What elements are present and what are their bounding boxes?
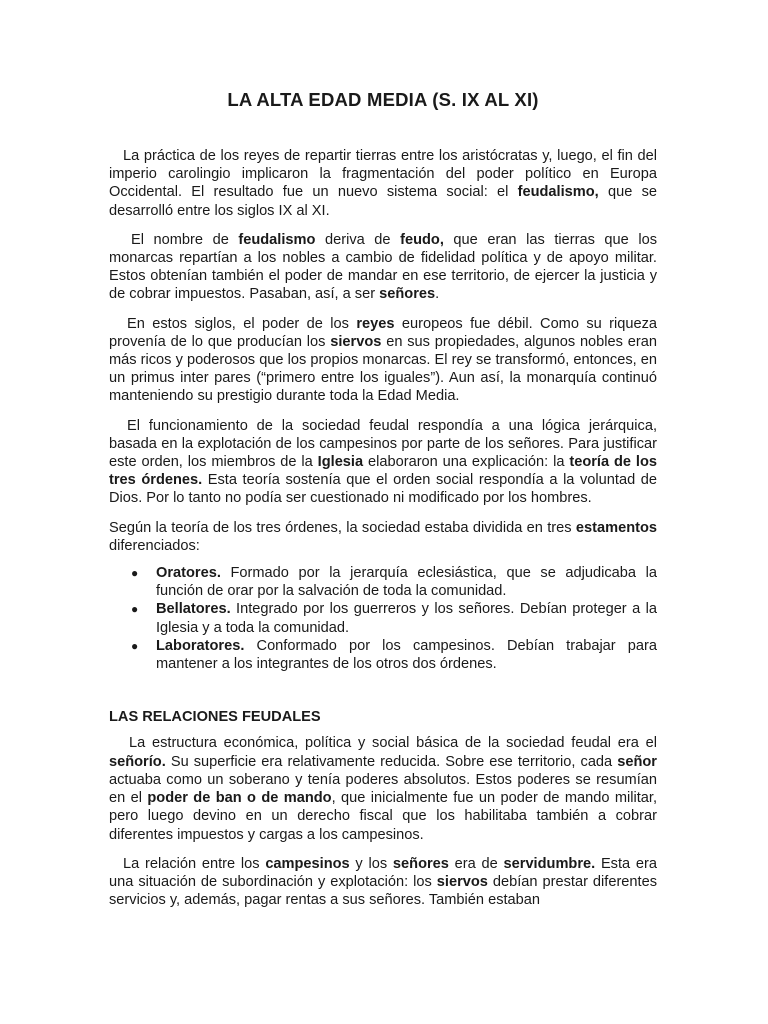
bold-term-senor: señor	[617, 753, 657, 770]
section-heading-relaciones: LAS RELACIONES FEUDALES	[109, 709, 321, 726]
bold-term-feudalismo: feudalismo,	[517, 184, 599, 201]
text-run: que se desarrolló entre los siglos IX al XI.	[109, 184, 657, 219]
paragraph-feudo	[109, 231, 657, 304]
list-item-term: Bellatores.	[156, 601, 231, 618]
text-run: El funcionamiento de la sociedad feudal respondía a una lógica jerárquica, basada en la explotación de los campesinos por parte de los señores. Para justificar este orden, los miembros de la	[109, 417, 657, 471]
list-item-text: Formado por la jerarquía eclesiástica, que se adjudicaba la función de orar por la salvación de toda la comunidad.	[156, 565, 657, 600]
list-item-text: Integrado por los guerreros y los señores. Debían proteger a la Iglesia y a toda la comunidad.	[156, 601, 657, 636]
bold-term-senores: señores	[392, 855, 449, 872]
list-item-term: Oratores.	[156, 565, 221, 582]
text-run: Según la teoría de los tres órdenes, la sociedad estaba dividida en tres	[109, 519, 576, 536]
bullet-icon: ●	[131, 566, 139, 581]
bold-term-reyes: reyes	[356, 315, 395, 332]
bold-term-tres-ordenes: teoría de los tres órdenes.	[109, 454, 657, 489]
paragraph-intro	[109, 147, 657, 220]
text-run: diferenciados:	[109, 537, 200, 554]
text-run: actuaba como un soberano y tenía poderes absolutos. Estos poderes se resumían en el	[109, 771, 657, 807]
text-run: elaboraron una explicación: la	[363, 454, 570, 471]
bold-term-campesinos: campesinos	[265, 855, 350, 872]
text-run: debían prestar diferentes servicios y, además, pagar rentas a sus señores. También estaban	[109, 873, 658, 909]
list-item-term: Laboratores.	[156, 637, 245, 654]
paragraph-reyes	[109, 315, 657, 406]
text-run: era de	[448, 855, 504, 872]
document-title: LA ALTA EDAD MEDIA (S. IX AL XI)	[227, 89, 539, 110]
bold-term-feudalismo: feudalismo	[238, 231, 316, 248]
bold-term-poder-de-ban: poder de ban o de mando	[147, 790, 332, 807]
paragraph-senorio	[109, 734, 657, 843]
paragraph-servidumbre	[109, 855, 657, 910]
text-run: europeos fue débil. Como su riqueza provenía de lo que producían los	[109, 315, 657, 350]
list-item-text: Conformado por los campesinos. Debían trabajar para mantener a los integrantes de los otros dos órdenes.	[156, 637, 657, 673]
text-run: En estos siglos, el poder de los	[127, 315, 357, 332]
text-run: , que inicialmente fue un poder de mando militar, pero luego devino en un derecho fiscal que los habilitaba también a cobrar diferentes impuestos y cargas a los campesinos.	[109, 790, 658, 843]
text-run: y los	[349, 855, 393, 872]
list-item-oratores	[109, 564, 657, 600]
bold-term-servidumbre: servidumbre.	[503, 855, 596, 872]
text-run: en sus propiedades, algunos nobles eran más ricos y poderosos que los propios monarcas. El rey se transformó, entonces, en un primus inter pares (“primero entre los iguales”). Aun así, la monarquía continuó manteniendo su prestigio durante toda la Edad Media.	[109, 333, 657, 405]
bullet-icon: ●	[131, 602, 139, 617]
paragraph-iglesia	[109, 417, 657, 508]
text-run: La práctica de los reyes de repartir tierras entre los aristócratas y, luego, el fin del imperio carolingio implicaron la fragmentación del poder político en Europa Occidental. El resultado fue un nuevo sistema social: el	[109, 148, 657, 201]
bold-term-siervos: siervos	[330, 333, 382, 350]
bold-term-estamentos: estamentos	[575, 519, 657, 536]
text-run: Esta teoría sostenía que el orden social respondía a la voluntad de Dios. Por lo tanto no podía ser cuestionado ni modificado por los hombres.	[109, 472, 657, 507]
list-item-laboratores	[109, 637, 657, 673]
list-item-bellatores	[109, 600, 657, 636]
text-run: que eran las tierras que los monarcas repartían a los nobles a cambio de fidelidad política y de apoyo militar. Estos obtenían también el poder de mandar en ese territorio, de ejercer la justicia y de cobrar impuestos. Pasaban, así, a ser	[109, 231, 657, 303]
bold-term-iglesia: Iglesia	[317, 454, 364, 471]
text-run: La estructura económica, política y social básica de la sociedad feudal era el	[129, 735, 657, 752]
text-run: Su superficie era relativamente reducida. Sobre ese territorio, cada	[165, 753, 618, 770]
bold-term-siervos: siervos	[436, 873, 488, 890]
bullet-icon: ●	[131, 638, 139, 653]
bold-term-senorio: señorío.	[109, 753, 166, 770]
paragraph-estamentos	[109, 519, 657, 555]
document-body	[109, 88, 657, 909]
bold-term-senores: señores	[379, 286, 436, 303]
text-run: Esta era una situación de subordinación y explotación: los	[109, 855, 658, 890]
text-run: .	[435, 286, 440, 303]
text-run: La relación entre los	[123, 855, 266, 872]
estamentos-list	[109, 564, 657, 673]
text-run: deriva de	[315, 231, 401, 248]
text-run: El nombre de	[131, 231, 239, 248]
bold-term-feudo: feudo,	[400, 231, 444, 248]
